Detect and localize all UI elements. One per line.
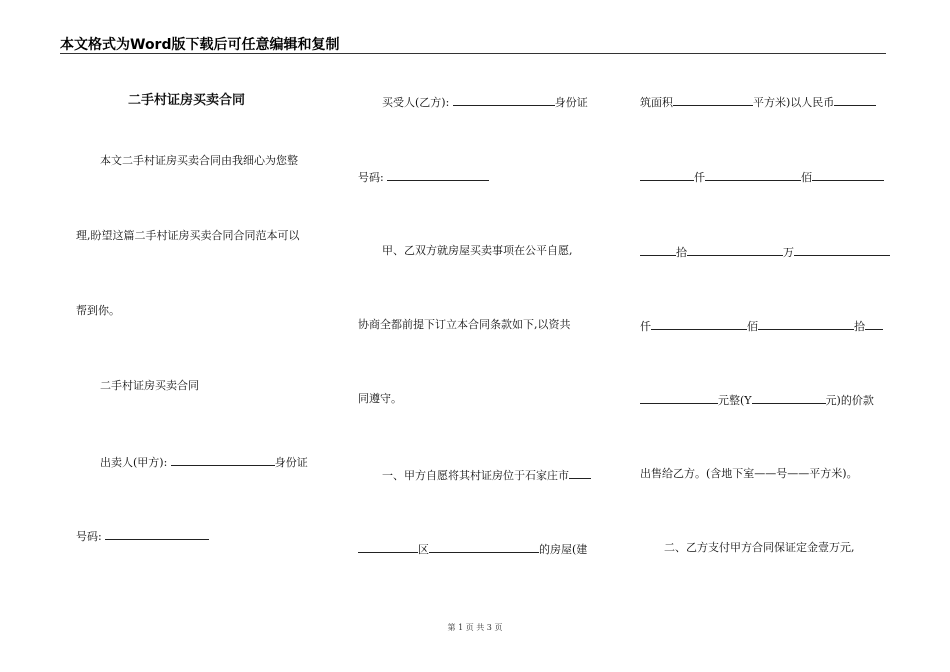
seller-id-label: 身份证 — [274, 456, 308, 469]
clause-2-line: 二、乙方支付甲方合同保证定金壹万元, — [664, 541, 855, 554]
seller-id-line — [76, 528, 209, 544]
city-blank — [569, 467, 591, 479]
area-unit-text: 平方米)以人民币 — [753, 96, 835, 109]
contract-subtitle: 二手村证房买卖合同 — [100, 379, 199, 392]
seller-id-blank — [105, 528, 209, 540]
amount-blank-9 — [865, 318, 883, 330]
intro-line-2: 理,盼望这篇二手村证房买卖合同合同范本可以 — [76, 229, 300, 242]
buyer-label: 买受人(乙方): — [382, 96, 450, 109]
intro-line-3: 帮到你。 — [76, 304, 120, 317]
price-blank-1 — [640, 392, 718, 404]
area-label: 筑面积 — [640, 96, 673, 109]
district-line — [358, 541, 587, 557]
column-3 — [640, 0, 890, 672]
amount-blank-5 — [687, 244, 783, 256]
clause-1-text: 一、甲方自愿将其村证房位于石家庄市 — [382, 469, 569, 482]
bai-label-1: 佰 — [801, 171, 812, 184]
yuan-zheng-label: 元整(Y — [718, 394, 752, 407]
buyer-id-blank — [387, 169, 489, 181]
amount-blank-2 — [705, 169, 801, 181]
page-number: 第 1 页 共 3 页 — [447, 623, 503, 632]
price-line — [640, 392, 874, 408]
qian-label-2: 仟 — [640, 320, 651, 333]
district-label: 区 — [418, 543, 429, 556]
buyer-id-label: 身份证 — [554, 96, 588, 109]
amount-line-2 — [640, 244, 890, 260]
shi-label-2: 拾 — [854, 320, 865, 333]
paragraph-line-2: 协商全都前提下订立本合同条款如下,以资共 — [358, 318, 571, 331]
intro-line-1: 本文二手村证房买卖合同由我细心为您整 — [100, 154, 298, 167]
buyer-name-blank — [453, 94, 555, 106]
amount-blank-8 — [758, 318, 854, 330]
bai-label-2: 佰 — [747, 320, 758, 333]
buyer-id-line — [358, 169, 489, 185]
amount-blank-6 — [794, 244, 890, 256]
rmb-blank — [834, 94, 876, 106]
seller-id-no-label: 号码: — [76, 530, 102, 543]
amount-line-3 — [640, 318, 883, 334]
clause-1-line — [382, 467, 591, 483]
amount-blank-4 — [640, 244, 676, 256]
qian-label-1: 仟 — [694, 171, 705, 184]
amount-blank-3 — [812, 169, 884, 181]
shi-label-1: 拾 — [676, 246, 687, 259]
sell-to-line: 出售给乙方。(含地下室——号——平方米)。 — [640, 467, 858, 480]
page-header: 本文格式为Word版下载后可任意编辑和复制 — [60, 37, 340, 53]
column-2 — [356, 0, 606, 672]
document-title: 二手村证房买卖合同 — [128, 93, 246, 108]
area-line — [640, 94, 876, 110]
area-blank — [673, 94, 753, 106]
buyer-line — [382, 94, 588, 110]
amount-line-1 — [640, 169, 884, 185]
seller-label: 出卖人(甲方): — [100, 456, 168, 469]
seller-line — [100, 454, 308, 470]
buyer-id-no-label: 号码: — [358, 171, 384, 184]
district-blank — [358, 541, 418, 553]
seller-name-blank — [171, 454, 275, 466]
address-blank — [429, 541, 539, 553]
yuan-price-label: 元)的价款 — [825, 394, 874, 407]
amount-blank-1 — [640, 169, 694, 181]
price-blank-2 — [752, 392, 826, 404]
house-build-text: 的房屋(建 — [539, 543, 588, 556]
column-1 — [76, 0, 326, 672]
paragraph-line-1: 甲、乙双方就房屋买卖事项在公平自愿, — [382, 244, 573, 257]
amount-blank-7 — [651, 318, 747, 330]
paragraph-line-3: 同遵守。 — [358, 392, 402, 405]
wan-label: 万 — [783, 246, 794, 259]
